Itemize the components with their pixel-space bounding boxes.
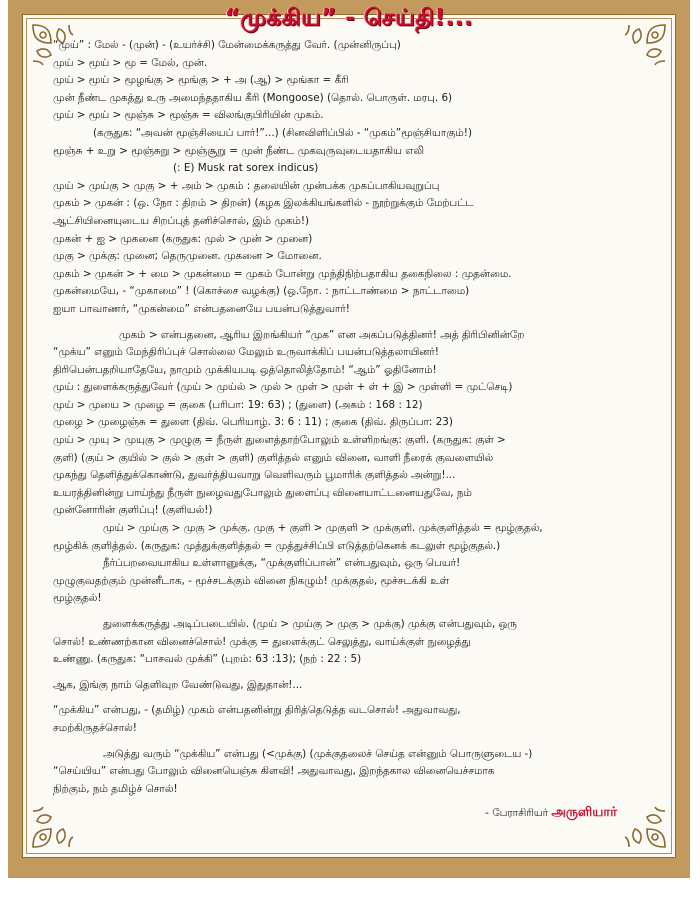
text-line: முழுகுவதற்கும் முன்னீடாக, - மூச்சடக்கும் வினை நிகழும்! முக்குதல், மூச்சடக்கி உள் (53, 574, 450, 587)
article-body (53, 37, 651, 798)
text-line: முன்னோரின் குளிப்பு! (குளியல்!) (53, 504, 213, 517)
text-line: ஆட்சியினையுடைய சிறப்புத் தனிச்சொல், இம் முகம்!) (53, 214, 310, 227)
text-line: திரிபென்பதறியாதேயே, நாமும் முக்கியபடி ஒத்தொலித்தோம்! “ஆம்” ஓதினோம்! (53, 363, 437, 376)
corner-ornament-icon (29, 805, 75, 851)
document-panel (22, 5, 676, 858)
text-line: முழை > முழைஞ்சு = துளை (திவ். பெரியாழ். 3: 6 : 11) ; குகை (திவ். திருப்பா: 23) (53, 416, 453, 429)
text-line: முன் நீண்ட முகத்து உரு அமைந்ததாகிய கீரி (Mongoose) (தொல். பொருள். மரபு. 6) (53, 91, 453, 104)
text-line: நிற்கும், நம் தமிழ்ச் சொல்! (53, 782, 178, 795)
text-line: முய் > முய்கு > முகு > முக்கு. முகு + குளி > முகுளி > முக்குளி. முக்குளித்தல் = மூழ்குதல், (103, 522, 543, 535)
text-line: முய் > முய்கு > முகு > + அம் > முகம் : தலையின் முன்பக்க முகப்பாகியவுறுப்பு (53, 179, 440, 192)
text-line: மூழ்குதல்! (53, 592, 102, 605)
text-line: அடுத்து வரும் “முக்கிய” என்பது (<முக்கு) (முக்குதலைச் செய்த என்னும் பொருளுடைய -) (103, 747, 533, 760)
text-line: “முக்ய” எனும் மேந்திரிப்புச் சொல்லை மேலும் உருவாக்கிப் பயன்படுத்தலாயினர்! (53, 346, 439, 359)
text-line: “முய்” : மேல் - (முன்) - (உயர்ச்சி) மேன்மைக்கருத்து வேர். (முன்னிருப்பு) (53, 39, 401, 51)
text-line: முகம் > முகன் : (ஒ. நோ : திறம் > திறன்) (கழக இலக்கியங்களில் - நூற்றுக்கும் மேற்பட்ட (53, 197, 474, 210)
text-line: முகு > முக்கு: முனை; தெருமுனை. முகனை > மோனை. (53, 250, 322, 263)
text-line: முய் > மூய் > மூஞ்சு > மூஞ்சு = விலங்குபிரியின் முகம். (53, 109, 324, 122)
text-line: முகம் > என்பதனை, ஆரிய இறங்கியர் “முக” என அகப்படுத்தினர்! அத் திரிபினின்றே (119, 328, 525, 341)
text-line: முய் > முயு > முயுகு > முழுகு = நீருள் துளைத்தாற்போலும் உள்ளிறங்கு: குளி. (கருதுக: குள் > (53, 434, 506, 447)
text-line: முகன்மையே, - “முகாமை” ! (கொச்சை வழக்கு) (ஒ.நோ. : நாட்டாண்மை > நாட்டாமை) (53, 285, 470, 298)
signature-prefix: - பேராசிரியர் (485, 807, 549, 819)
text-line: மூஞ்சு + உறு > மூஞ்சுறு > மூஞ்சூறு = முன் நீண்ட முகவுருவுடையதாகிய எலி (53, 144, 424, 157)
author-signature (485, 805, 617, 821)
text-line: மூழ்கிக் குளித்தல். (கருதுக: முத்துக்குளித்தல் = முத்துச்சிப்பி எடுத்தற்கெனக் கடலுள் மூழ்குதல்.) (53, 539, 501, 552)
corner-ornament-icon (623, 805, 669, 851)
text-line: முய் > மூய் > மூ = மேல், முன். (53, 56, 208, 69)
text-line: ஐயா பாவாணர், “முகன்மை” என்பதனையே பயன்படுத்துவார்! (53, 302, 350, 315)
page-frame (8, 0, 690, 878)
text-line: (: E) Musk rat sorex indicus) (173, 162, 319, 175)
text-line: முய் > மூய் > மூழங்கு > மூங்கு > + அ (ஆ) > மூங்கா = கீரி (53, 74, 349, 87)
text-line: உண்ணு. (கருதுக: “பாசவல் முக்கி” (புறம்: 63 :13); (நற் : 22 : 5) (53, 653, 362, 666)
text-line: முய் > முயை > முழை = குகை (பரிபா: 19: 63) ; (துளை) (அகம் : 168 : 12) (53, 398, 423, 411)
author-name: அருளியார் (551, 805, 617, 820)
text-line: ஆக, இங்கு நாம் தெளிவுற வேண்டுவது, இதுதான்!... (53, 678, 303, 691)
text-line: குளி) (குய் > குயில் > குல் > குள் > குளி) குளித்தல் எனும் வினை, வாளி நீரைக் குவளையில் (53, 451, 494, 464)
text-line: “செய்யிய” என்பது போலும் வினையெஞ்சு கிளவி! அதுவாவது, இறந்தகால வினையெச்சமாக (53, 765, 495, 778)
text-line: “முக்கிய” என்பது, - (தமிழ்) முகம் என்பதனின்று திரித்தெடுத்த வடசொல்! அதுவாவது, (53, 704, 461, 717)
text-line: முகந்து தெளித்துக்கொண்டு, துவர்த்தியவாறு வெளிவரும் பூமாரிக் குளித்தல் அன்று!... (53, 469, 456, 482)
page-title: “முக்கிய” - செய்தி!... (224, 5, 474, 31)
text-line: சொல்! உண்ணற்கான வினைச்சொல்! முக்கு = துளைக்குட் செலுத்து, வாய்க்குள் நுழைத்து (53, 635, 471, 648)
text-line: முகன் + ஐ > முகனை (கருதுக: முல் > முன் > முனை) (53, 232, 313, 245)
text-line: சமற்கிருதச்சொல்! (53, 721, 137, 734)
text-line: முகம் > முகன் > + மை > முகன்மை = முகம் போன்று முந்திநிற்பதாகிய தகைநிலை : முதன்மை. (53, 267, 512, 280)
text-line: (கருதுக: “அவன் மூஞ்சியைப் பார்!”...) (சினவிளிப்பில் - “முகம்”மூஞ்சியாகும்!) (93, 126, 473, 139)
text-line: முய் : துளைக்கருத்துவேர் (முய் > முய்ல் > முல் > முள் > முள் + ள் + இ > முள்ளி = முட்செடி) (53, 381, 513, 394)
text-line: துளைக்கருத்து அடிப்படையில். (முய் > முய்கு > முகு > முக்கு) முக்கு என்பதுவும், ஒரு (103, 618, 517, 630)
text-line: நீர்ப்பறவையாகிய உள்ளானுக்கு, “முக்குளிப்பான்” என்பதுவும், ஒரு பெயர்! (103, 557, 461, 570)
text-line: உயரத்தினின்று பாய்ந்து நீருள் நுழைவதுபோலும் துளைப்பு வினையாட்டனையதுவே, நம் (53, 486, 472, 499)
